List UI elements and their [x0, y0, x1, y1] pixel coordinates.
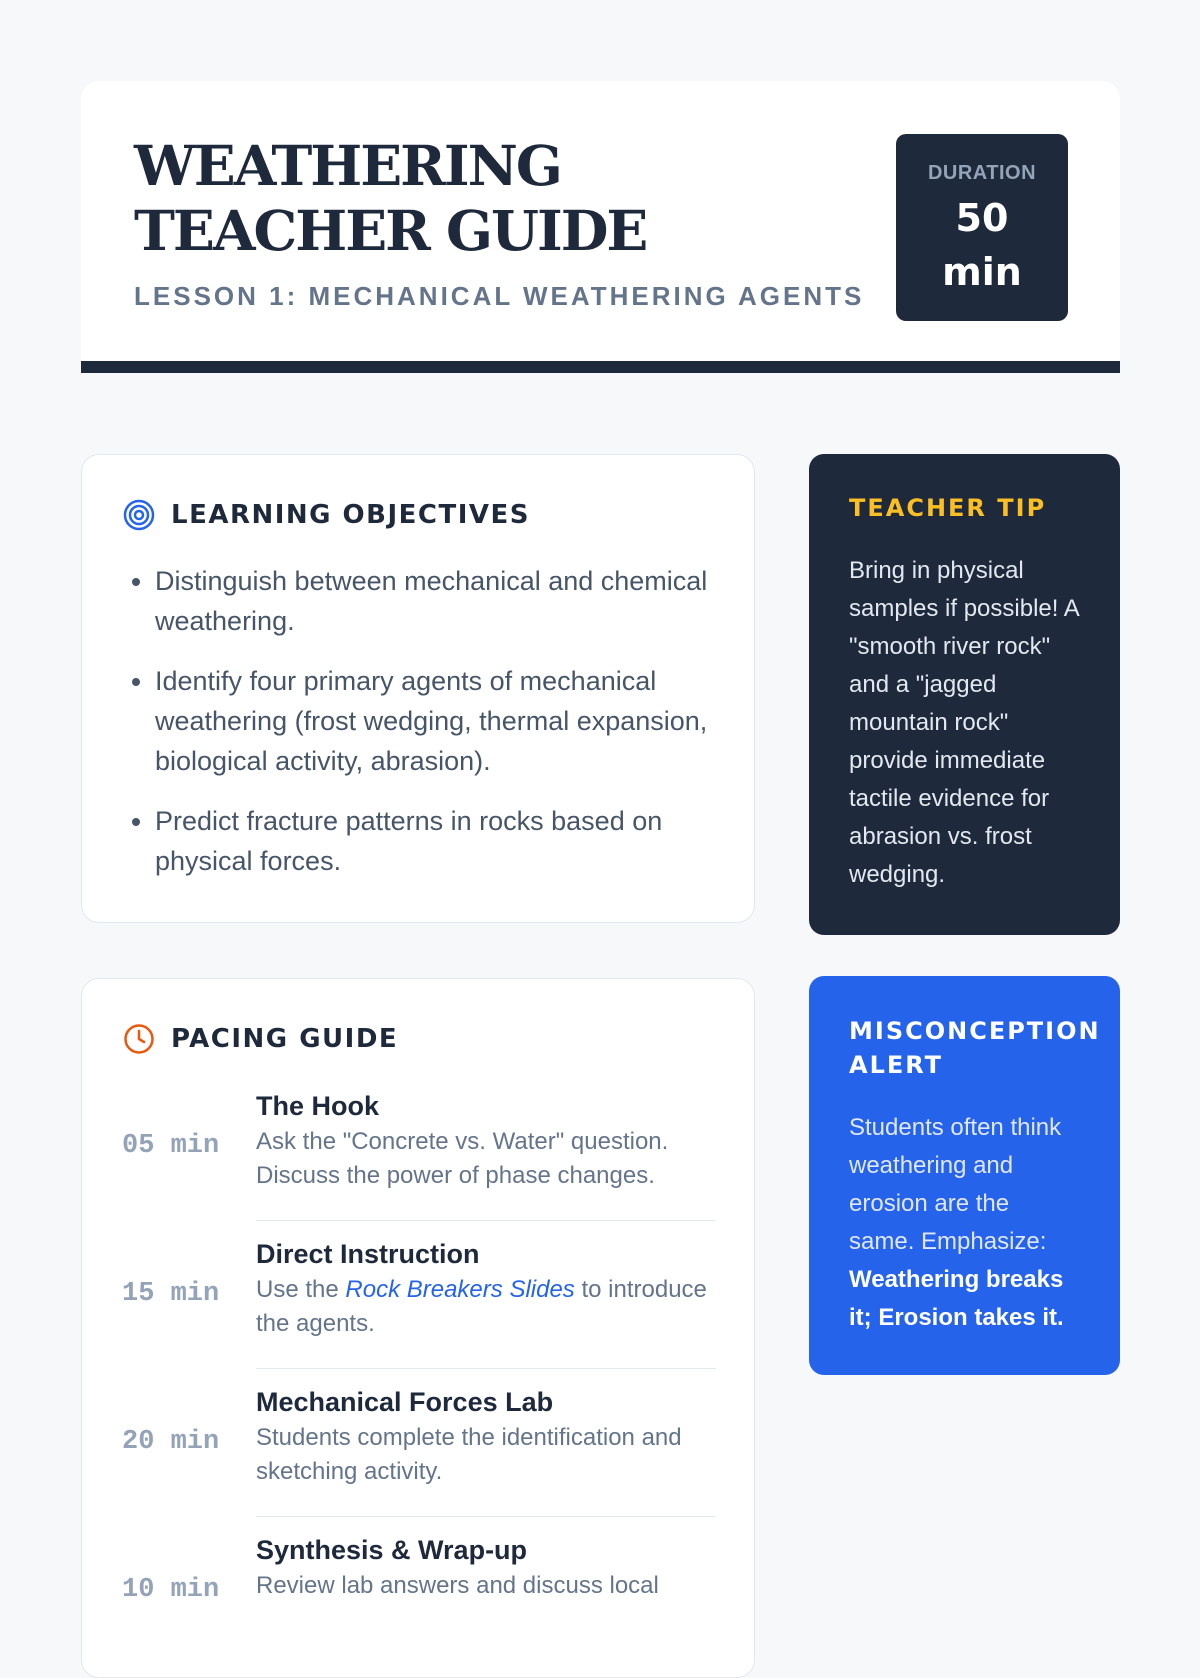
pacing-row: [82, 1515, 754, 1665]
pacing-time: 20 min: [122, 1427, 220, 1457]
pacing-title: Mechanical Forces Lab: [256, 1387, 554, 1417]
pacing-body: [256, 1367, 716, 1517]
objective-item: • Predict fracture patterns in rocks based on physical forces.: [155, 801, 755, 881]
target-icon: [123, 499, 155, 531]
duration-value: 50 min: [942, 196, 1022, 294]
misconception-emphasis: Weathering breaks it; Erosion takes it.: [849, 1266, 1064, 1331]
misconception-text: [849, 1109, 1080, 1337]
clock-icon: [123, 1023, 155, 1055]
teacher-tip-heading: TEACHER TIP: [849, 494, 1047, 522]
pacing-title: The Hook: [256, 1091, 380, 1121]
lesson-subtitle: LESSON 1: MECHANICAL WEATHERING AGENTS: [134, 281, 865, 311]
pacing-row: [82, 1071, 754, 1221]
pacing-description: Ask the "Concrete vs. Water" question. Discuss the power of phase changes.: [256, 1128, 669, 1189]
rock-breakers-slides-link[interactable]: Rock Breakers Slides: [345, 1276, 575, 1303]
pacing-body: [256, 1515, 716, 1665]
pacing-time: 05 min: [122, 1131, 220, 1161]
pacing-heading-text: PACING GUIDE: [171, 1024, 399, 1054]
pacing-time: 15 min: [122, 1279, 220, 1309]
teacher-tip-card: [809, 454, 1120, 935]
pacing-description: Students complete the identification and sketching activity.: [256, 1424, 682, 1485]
misconception-heading: MISCONCEPTION ALERT: [849, 1017, 1101, 1079]
pacing-row: [82, 1367, 754, 1517]
objectives-heading: [123, 499, 530, 531]
pacing-description: [256, 1273, 716, 1341]
misconception-body: Students often think weathering and erosion are the same. Emphasize:: [849, 1114, 1062, 1255]
misconception-alert-card: [809, 976, 1120, 1375]
pacing-row: [82, 1219, 754, 1369]
header-divider: [81, 361, 1120, 373]
pacing-desc-before: Use the: [256, 1276, 346, 1303]
pacing-body: [256, 1071, 716, 1221]
objective-item: • Identify four primary agents of mechanical weathering (frost wedging, thermal expansion, biological activity, abrasion).: [155, 661, 755, 781]
pacing-title: Synthesis & Wrap-up: [256, 1535, 528, 1565]
objectives-heading-text: LEARNING OBJECTIVES: [171, 500, 531, 530]
duration-badge: [896, 134, 1068, 321]
objectives-list: [122, 561, 755, 901]
pacing-description: Review lab answers and discuss local: [256, 1572, 659, 1599]
pacing-time: 10 min: [122, 1575, 220, 1605]
duration-label: DURATION: [927, 162, 1037, 184]
pacing-heading: [123, 1023, 398, 1055]
teacher-tip-text: Bring in physical samples if possible! A "smooth river rock" and a "jagged mountain rock" provide immediate tactile evidence for abrasion vs. frost wedging.: [849, 557, 1079, 888]
pacing-card: [81, 978, 755, 1678]
objective-item: • Distinguish between mechanical and chemical weathering.: [155, 561, 755, 641]
objectives-card: [81, 454, 755, 923]
guide-header: [81, 81, 1120, 373]
pacing-desc-after: to introduce the agents.: [256, 1276, 707, 1337]
pacing-title: Direct Instruction: [256, 1239, 480, 1269]
pacing-body: [256, 1219, 716, 1369]
page-title: WEATHERING TEACHER GUIDE: [134, 133, 647, 263]
